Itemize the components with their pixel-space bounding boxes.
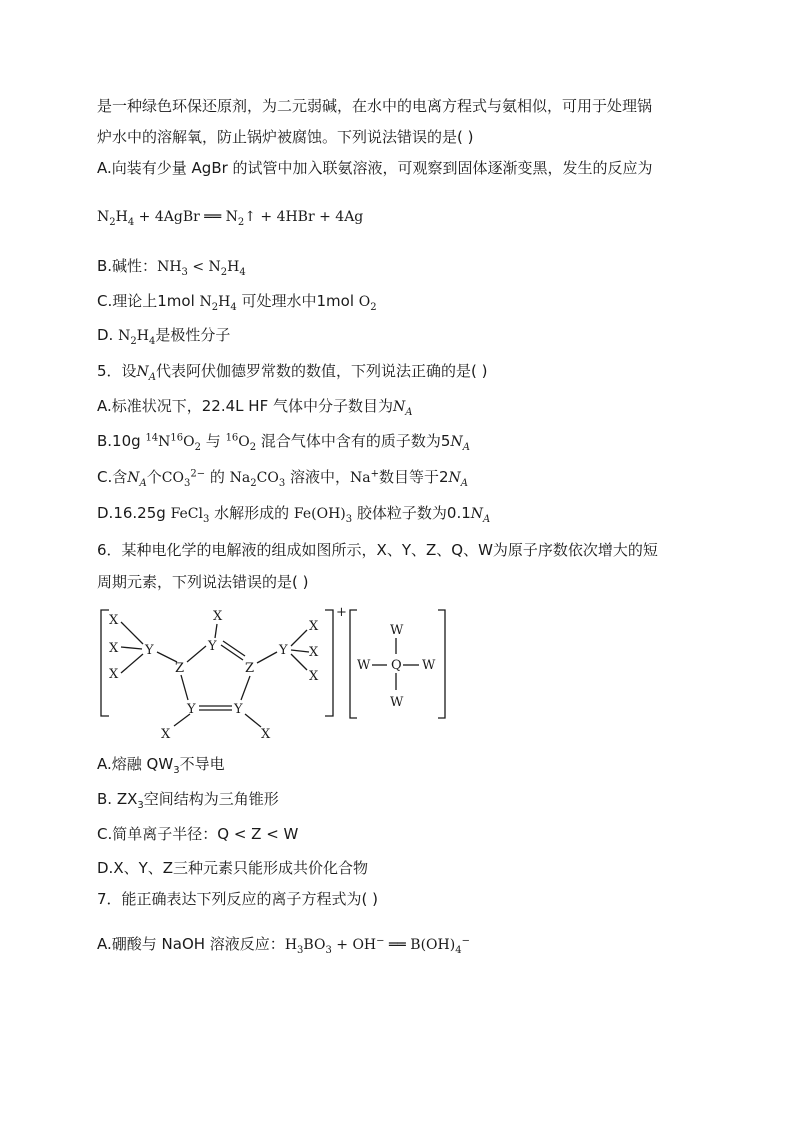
svg-text:Y: Y [279, 643, 288, 658]
option-6c: C.简单离子半径：Q < Z < W [97, 825, 299, 843]
option-5a: A.标准状况下，22.4L HF 气体中分子数目为$N_A$ [97, 397, 413, 418]
anion-left-bracket [350, 610, 357, 718]
option-4d: D. $N_2H_4$是极性分子 [97, 326, 231, 347]
option-6a: A.熔融 $QW_3$不导电 [97, 755, 225, 776]
option-4b: B.碱性：$NH_3 < N_2H_4$ [97, 257, 246, 278]
option-6b: B. $ZX_3$空间结构为三角锥形 [97, 790, 279, 811]
cation-charge: + [336, 605, 347, 620]
option-4c: C.理论上1mol $N_2H_4$ 可处理水中1mol $O_2$ [97, 292, 377, 313]
svg-text:X: X [161, 727, 171, 742]
svg-text:X: X [109, 667, 119, 682]
svg-text:Q: Q [391, 658, 402, 673]
svg-text:X: X [309, 669, 319, 684]
svg-text:X: X [109, 613, 119, 628]
cation-right-bracket [325, 610, 333, 716]
svg-text:W: W [390, 623, 404, 638]
option-5d: D.16.25g FeCl$_3$ 水解形成的 $Fe(OH)_3$ 胶体粒子数为$0.1N_A$ [97, 504, 491, 525]
option-7a: A.硼酸与 NaOH 溶液反应：$H_3BO_3 + OH^-$ ══ $B(OH)_4^-$ [97, 935, 470, 956]
electrolyte-structure-diagram [95, 600, 455, 750]
svg-text:X: X [309, 619, 319, 634]
question-5-stem: 5．设$N_A$代表阿伏伽德罗常数的数值，下列说法正确的是( ) [97, 362, 488, 383]
svg-text:Y: Y [234, 702, 243, 717]
question-6-stem-line2: 周期元素，下列说法错误的是( ) [97, 573, 309, 591]
cation-left-bracket [101, 610, 109, 716]
svg-text:W: W [390, 695, 404, 710]
option-4a: A.向装有少量 AgBr 的试管中加入联氨溶液，可观察到固体逐渐变黑，发生的反应为 [97, 159, 653, 177]
svg-text:X: X [213, 609, 223, 624]
question-4-stem: 炉水中的溶解氧，防止锅炉被腐蚀。下列说法错误的是( ) [97, 128, 474, 146]
paragraph-line: 是一种绿色环保还原剂，为二元弱碱，在水中的电离方程式与氨相似，可用于处理锅 [97, 97, 653, 115]
svg-text:W: W [422, 658, 436, 673]
svg-text:Z: Z [245, 661, 255, 676]
option-5b: B.10g $^{14}N^{16}O_2$ 与 $^{16}O_2$ 混合气体中含有的质子数为$5N_A$ [97, 432, 470, 453]
svg-text:Y: Y [145, 643, 154, 658]
svg-text:Y: Y [187, 702, 196, 717]
option-6d: D.X、Y、Z三种元素只能形成共价化合物 [97, 859, 369, 877]
svg-text:Y: Y [208, 639, 217, 654]
question-6-stem-line1: 6．某种电化学的电解液的组成如图所示，X、Y、Z、Q、W为原子序数依次增大的短 [97, 541, 658, 559]
svg-text:X: X [261, 727, 271, 742]
equation-4a: $N_2H_4$ + 4AgBr ══ $N_2↑ + 4HBr + 4Ag$ [97, 209, 364, 228]
svg-text:X: X [109, 641, 119, 656]
svg-text:X: X [309, 645, 319, 660]
anion-right-bracket [438, 610, 445, 718]
question-7-stem: 7．能正确表达下列反应的离子方程式为( ) [97, 890, 379, 908]
option-5c: C.含$N_A$个$CO_3^{2-}$ 的 $Na_2CO_3$ 溶液中，Na+数目等于$2N_A$ [97, 468, 468, 489]
svg-text:Z: Z [175, 661, 185, 676]
svg-text:W: W [357, 658, 371, 673]
